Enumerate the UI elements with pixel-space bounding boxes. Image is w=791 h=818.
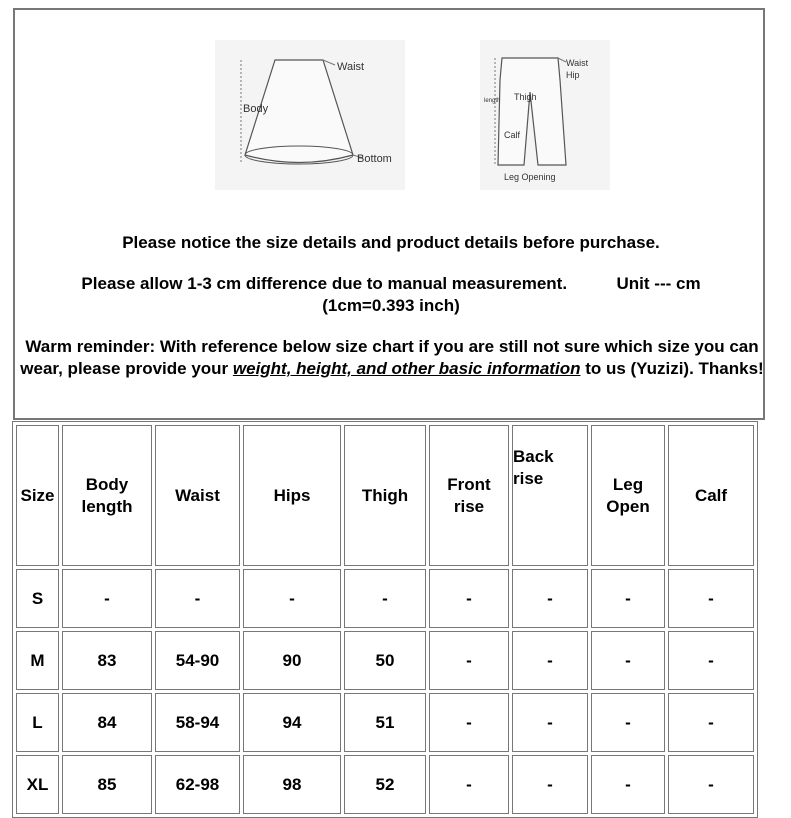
cell-hips: 98 xyxy=(243,755,341,814)
cell-leg-open: - xyxy=(591,693,665,752)
cell-leg-open: - xyxy=(591,631,665,690)
cell-calf: - xyxy=(668,569,754,628)
pants-diagram xyxy=(480,40,610,190)
cell-waist: 62-98 xyxy=(155,755,240,814)
pants-hip-label: Hip xyxy=(566,70,580,80)
skirt-bottom-label: Bottom xyxy=(357,153,392,165)
cell-calf: - xyxy=(668,755,754,814)
table-header-row xyxy=(16,425,754,566)
cell-back-rise: - xyxy=(512,569,588,628)
cell-body-length: 85 xyxy=(62,755,152,814)
cell-front-rise: - xyxy=(429,569,509,628)
cell-front-rise: - xyxy=(429,693,509,752)
header-back-rise: Back rise xyxy=(512,425,588,566)
cell-size: S xyxy=(16,569,59,628)
cell-back-rise: - xyxy=(512,693,588,752)
pants-waist-label: Waist xyxy=(566,58,589,68)
table-row xyxy=(16,693,754,752)
measurement-note: Please allow 1-3 cm difference due to manual measurement. xyxy=(81,274,568,293)
skirt-waist-label: Waist xyxy=(337,61,365,73)
header-hips: Hips xyxy=(243,425,341,566)
header-front-rise: Front rise xyxy=(429,425,509,566)
cell-front-rise: - xyxy=(429,631,509,690)
cell-thigh: 52 xyxy=(344,755,426,814)
header-leg-open: Leg Open xyxy=(591,425,665,566)
cell-hips: 94 xyxy=(243,693,341,752)
notice-line-2 xyxy=(14,273,768,317)
cell-hips: - xyxy=(243,569,341,628)
warm-reminder-prefix: Warm reminder: With reference below size chart if you are still not sure which size you can wear, please provide your xyxy=(20,337,759,378)
cell-calf: - xyxy=(668,693,754,752)
table-row xyxy=(16,631,754,690)
table-row xyxy=(16,569,754,628)
pants-leg-opening-label: Leg Opening xyxy=(504,172,556,182)
cell-size: L xyxy=(16,693,59,752)
conversion-note: (1cm=0.393 inch) xyxy=(322,296,460,315)
header-body-length: Body length xyxy=(62,425,152,566)
cell-leg-open: - xyxy=(591,569,665,628)
cell-thigh: 51 xyxy=(344,693,426,752)
warm-reminder-suffix: to us (Yuzizi). Thanks! xyxy=(580,359,764,378)
cell-thigh: 50 xyxy=(344,631,426,690)
cell-front-rise: - xyxy=(429,755,509,814)
header-waist: Waist xyxy=(155,425,240,566)
pants-calf-label: Calf xyxy=(504,130,521,140)
cell-waist: - xyxy=(155,569,240,628)
unit-note: Unit --- cm xyxy=(616,274,701,293)
pants-thigh-label: Thigh xyxy=(514,92,537,102)
cell-size: XL xyxy=(16,755,59,814)
cell-waist: 58-94 xyxy=(155,693,240,752)
warm-reminder xyxy=(20,336,764,380)
cell-body-length: 83 xyxy=(62,631,152,690)
cell-hips: 90 xyxy=(243,631,341,690)
warm-reminder-emphasis: weight, height, and other basic information xyxy=(232,359,581,378)
cell-waist: 54-90 xyxy=(155,631,240,690)
cell-calf: - xyxy=(668,631,754,690)
header-calf: Calf xyxy=(668,425,754,566)
pants-length-label: length xyxy=(484,98,501,104)
cell-back-rise: - xyxy=(512,631,588,690)
size-chart-table xyxy=(12,421,758,818)
cell-back-rise: - xyxy=(512,755,588,814)
notice-line-1: Please notice the size details and product details before purchase. xyxy=(122,233,660,252)
table-row xyxy=(16,755,754,814)
skirt-body-label: Body xyxy=(243,103,269,115)
header-thigh: Thigh xyxy=(344,425,426,566)
cell-body-length: - xyxy=(62,569,152,628)
cell-thigh: - xyxy=(344,569,426,628)
cell-body-length: 84 xyxy=(62,693,152,752)
cell-leg-open: - xyxy=(591,755,665,814)
skirt-diagram xyxy=(215,40,405,190)
header-size: Size xyxy=(16,425,59,566)
cell-size: M xyxy=(16,631,59,690)
